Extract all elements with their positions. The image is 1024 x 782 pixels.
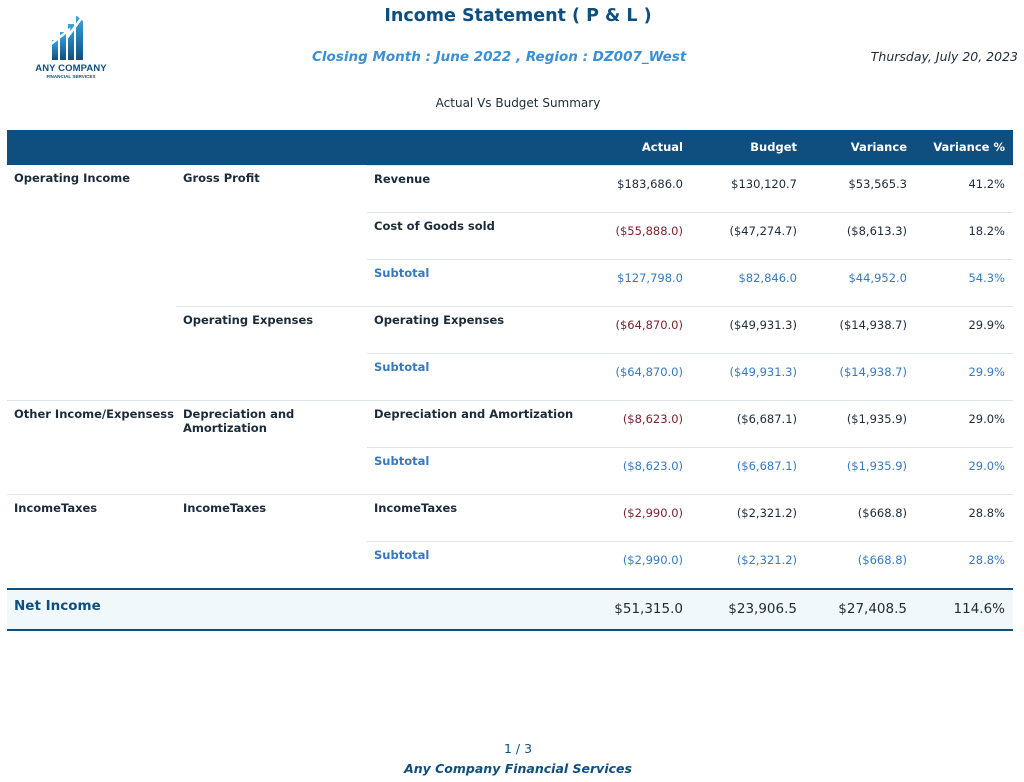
row-variance: $53,565.3 (805, 165, 915, 212)
report-filters: Closing Month : June 2022 , Region : DZ007_West (312, 49, 687, 65)
row-category: Operating Expenses (176, 306, 367, 353)
row-variance-pct: 29.9% (915, 306, 1013, 353)
row-budget: $82,846.0 (691, 259, 805, 306)
row-item: Depreciation and Amortization (367, 400, 603, 447)
income-statement-table (7, 130, 1013, 631)
row-item: Revenue (367, 165, 603, 212)
row-variance-pct: 28.8% (915, 541, 1013, 589)
net-income-actual: $51,315.0 (603, 589, 691, 630)
row-variance: ($1,935.9) (805, 447, 915, 494)
row-variance-pct: 28.8% (915, 494, 1013, 541)
subtotal-label: Subtotal (367, 259, 603, 306)
logo-tagline: FINANCIAL SERVICES (46, 74, 96, 79)
net-income-variance: $27,408.5 (805, 589, 915, 630)
row-actual: ($64,870.0) (603, 306, 691, 353)
row-actual: $127,798.0 (603, 259, 691, 306)
table-row (7, 494, 1013, 541)
row-variance: $44,952.0 (805, 259, 915, 306)
row-category: Gross Profit (183, 171, 260, 185)
subtotal-label: Subtotal (367, 447, 603, 494)
row-budget: ($2,321.2) (691, 494, 805, 541)
row-actual: ($64,870.0) (603, 353, 691, 400)
net-income-budget: $23,906.5 (691, 589, 805, 630)
row-group (7, 212, 176, 259)
net-income-row (7, 589, 1013, 630)
row-group: IncomeTaxes (7, 494, 176, 541)
report-date: Thursday, July 20, 2023 (870, 49, 1018, 64)
row-group: Other Income/Expensess (7, 400, 176, 447)
row-variance-pct: 18.2% (915, 212, 1013, 259)
row-group (7, 447, 176, 494)
page-title: Income Statement ( P & L ) (384, 6, 652, 26)
table-row (7, 400, 1013, 447)
row-variance-pct: 29.0% (915, 447, 1013, 494)
column-header-group (7, 130, 176, 165)
row-budget: ($49,931.3) (691, 306, 805, 353)
net-income-label: Net Income (7, 589, 603, 630)
row-variance: ($668.8) (805, 494, 915, 541)
table-row (7, 212, 1013, 259)
row-variance-pct: 54.3% (915, 259, 1013, 306)
row-category: IncomeTaxes (176, 494, 367, 541)
row-variance: ($1,935.9) (805, 400, 915, 447)
row-budget: $130,120.7 (691, 165, 805, 212)
table-row (7, 165, 1013, 212)
logo-company-name: ANY COMPANY (35, 63, 107, 74)
row-category (176, 353, 367, 400)
row-actual: ($8,623.0) (603, 447, 691, 494)
row-category (176, 259, 367, 306)
row-item: Cost of Goods sold (367, 212, 603, 259)
subtotal-row (7, 353, 1013, 400)
row-group (7, 306, 176, 353)
row-budget: ($47,274.7) (691, 212, 805, 259)
row-category (176, 447, 367, 494)
row-actual: ($8,623.0) (603, 400, 691, 447)
row-group (7, 259, 176, 306)
row-variance: ($14,938.7) (805, 353, 915, 400)
section-title: Actual Vs Budget Summary (435, 96, 601, 110)
column-header-variance-pct: Variance % (933, 140, 1005, 155)
row-variance-pct: 29.0% (915, 400, 1013, 447)
subtotal-row (7, 259, 1013, 306)
row-actual: ($2,990.0) (603, 541, 691, 589)
row-category (176, 541, 367, 589)
column-header-actual: Actual (641, 140, 683, 155)
net-income-variance-pct: 114.6% (915, 589, 1013, 630)
row-group: Operating Income (14, 171, 131, 185)
row-actual: ($2,990.0) (603, 494, 691, 541)
table-row (7, 306, 1013, 353)
row-item: Operating Expenses (367, 306, 603, 353)
row-budget: ($6,687.1) (691, 400, 805, 447)
column-header-category (176, 130, 367, 165)
row-variance-pct: 41.2% (915, 165, 1013, 212)
row-group (7, 353, 176, 400)
row-item: IncomeTaxes (367, 494, 603, 541)
column-header-variance: Variance (850, 140, 907, 155)
column-header-item (367, 130, 603, 165)
row-budget: ($6,687.1) (691, 447, 805, 494)
row-budget: ($49,931.3) (691, 353, 805, 400)
table-header-row (7, 130, 1013, 165)
row-variance: ($668.8) (805, 541, 915, 589)
row-variance-pct: 29.9% (915, 353, 1013, 400)
row-category: Depreciation and Amortization (176, 400, 367, 447)
row-actual: ($55,888.0) (603, 212, 691, 259)
subtotal-label: Subtotal (367, 541, 603, 589)
row-variance: ($8,613.3) (805, 212, 915, 259)
row-actual: $183,686.0 (603, 165, 691, 212)
row-category (176, 212, 367, 259)
footer-company-name: Any Company Financial Services (404, 761, 632, 776)
page-number: 1 / 3 (503, 741, 533, 756)
subtotal-label: Subtotal (367, 353, 603, 400)
subtotal-row (7, 447, 1013, 494)
row-variance: ($14,938.7) (805, 306, 915, 353)
subtotal-row (7, 541, 1013, 589)
column-header-budget: Budget (750, 140, 797, 155)
row-group (7, 541, 176, 589)
row-budget: ($2,321.2) (691, 541, 805, 589)
